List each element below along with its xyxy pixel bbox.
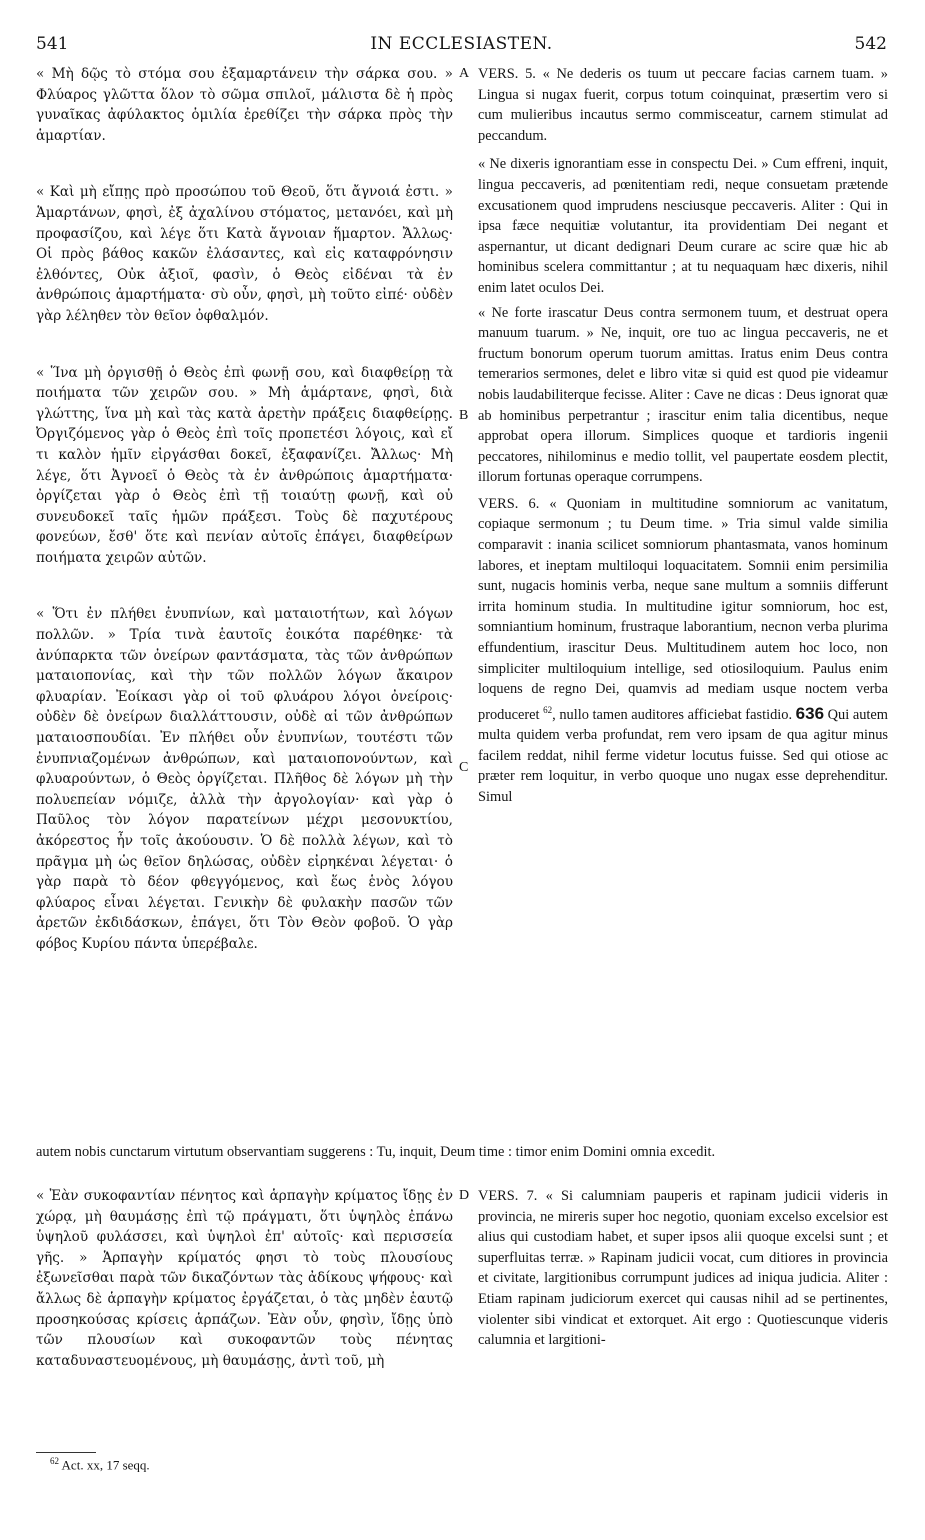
- greek-column-upper: [36, 64, 453, 955]
- greek-paragraph: « Ὅτι ἐν πλήθει ἐνυπνίων, καὶ ματαιοτήτων, καὶ λόγων πολλῶν. » Τρία τινὰ ἑαυτοῖς ἐοικότα παρέθηκε· τὰ ἀνύπαρκτα τῶν ὀνείρων φαντάσματα, τὰς τῶν ἀνθρώπων ματαιοπονίας, καὶ τὴν τῶν πολλῶν λόγων ἄκαιρον φλυαρίαν. Ἐοίκασι γὰρ οἱ τοῦ φλυάρου λόγοι ὀνείροις· οὐδὲν δὲ ὀνείρων διαλλάττουσιν, οὐδὲ αἱ τῶν ἀνθρώπων ματαιοσπουδίαι. Ἐν πλήθει οὖν ἐνυπνίων, τουτέστι τῶν ἐνυπνιαζομένων ἀνθρώπων, καὶ ματαιοπονούντων, καὶ φλυαρούντων, ὁ Θεὸς ὀργίζεται. Πλῆθος δὲ λόγων μὴ τὴν πολυεπείαν νόμιζε, ἀλλὰ τὴν ἀργολογίαν· καὶ γὰρ ὁ Παῦλος τὸν λόγον παρατείνων μέχρι μεσονυκτίου, ἀκόρεστος ἦν τοῖς ἀκούουσιν. Ὁ δὲ πολλὰ λέγων, καὶ τὸ πρᾶγμα μὴ ὡς θεῖον δηλώσας, οὐδὲν εἰρηκέναι λέγεται· ὁ γὰρ παρὰ τὸ δέον φθεγγόμενος, καὶ ἕως ἑνὸς λόγου φλύαρος εἶναι λέγεται. Γενικὴν δὲ φυλακὴν πασῶν τῶν ἀρετῶν ἐκδιδάσκων, ἐπάγει, ὅτι Τὸν Θεὸν φοβοῦ. Ὁ γὰρ φόβος Κυρίου πάντα ὑπερέβαλε.: [36, 606, 453, 952]
- greek-paragraph: « Ἵνα μὴ ὀργισθῇ ὁ Θεὸς ἐπὶ φωνῇ σου, καὶ διαφθείρῃ τὰ ποιήματα τῶν χειρῶν σου. » Μὴ ἁμάρτανε, φησὶ, διὰ γλώττης, ἵνα μὴ καὶ τὰς κατὰ ἀρετὴν πράξεις διαφθείρῃς. Ὀργιζόμενος γὰρ ὁ Θεὸς ἐπὶ τοῖς προπετέσι λόγοις, καὶ εἴ τι καλὸν ἡμῖν εἰργάσθαι δοκεῖ, ἐξαφανίζει. Ἄλλως· Μὴ λέγε, ὅτι Ἀγνοεῖ ὁ Θεὸς τὰ ἐν ἀνθρώποις ἁμαρτήματα· ὀργίζεται γὰρ ὁ Θεὸς ἐπὶ τῇ τοιαύτῃ φωνῇ, καὶ οὐ συνευδοκεῖ ταῖς ἡμῶν πράξεσι. Τοὺς δὲ παχυτέρους φονεύων, ἔσθ' ὅτε καὶ πενίαν αὐτοῖς ἐπάγει, διαφθείρων ποιήματα χειρῶν αὐτῶν.: [36, 364, 453, 566]
- latin-text: Qui autem multa quidem verba profundat, rem vero ipsam de qua agitur minus facilem reddat, nihil ferme videtur locutus fuisse. Sed qui otiose ac præter rem loquitur, in verbo quoque uno nugax esse deprehenditur. Simul: [478, 706, 889, 805]
- latin-text: VERS. 6. « Quoniam in multitudine somniorum ac vanitatum, copiaque sermonum ; tu Deum time. » Tria simul valde similia comparavit : inania scilicet somniorum phantasmata, vanos hominum labores, et ineptam multiloqui loquacitatem. Somnii enim persimilia sunt, nugacis hominis verba, neque sane multum a somniis differunt irrita hominum studia. In multitudine igitur somniorum, hoc est, somniantium hominum, frustraque laborantium, necnon verba plurima effundentium, irascitur Deus. Multitudinem autem hoc loco, non simpliciter multiloquium intellige, sed otiosiloquium. Paulus enim loquens de regno Dei, quamvis ad mediam usque noctem verba produceret: [478, 495, 888, 723]
- margin-marker-d: D: [459, 1188, 470, 1203]
- running-title: IN ECCLESIASTEN.: [370, 34, 553, 54]
- right-page-number: 542: [854, 34, 887, 54]
- footnote-text: Act. xx, 17 seqq.: [61, 1457, 150, 1473]
- fullwidth-continuation: autem nobis cunctarum virtutum observantiam suggerens : Tu, inquit, Deum time : timor enim Domini omnia excedit.: [36, 1144, 716, 1160]
- footnote-number: 62: [50, 1456, 59, 1466]
- footnote-reference: 62: [543, 704, 553, 715]
- left-page-number: 541: [36, 34, 69, 54]
- latin-text: nullo tamen auditores afficiebat fastidio.: [559, 706, 793, 723]
- greek-paragraph: « Ἐὰν συκοφαντίαν πένητος καὶ ἁρπαγὴν κρίματος ἴδῃς ἐν χώρᾳ, μὴ θαυμάσῃς ἐπὶ τῷ πράγματι, ὅτι ὑψηλὸς ἐπάνω ὑψηλοῦ φυλάσσει, καὶ ὑψηλοὶ ἐπ' αὐτοῖς· καὶ περισσεία γῆς. » Ἁρπαγὴν κρίματός φησι τὸ τοὺς πλουσίους ἐξωνεῖσθαι παρὰ τῶν δικαζόντων τὰς ἀδίκους ψήφους· καὶ ἄλλως δὲ ἁρπαγὴν κρίματος ἐργάζεται, ὁ τὰς μηδὲν ἑαυτῷ προσηκούσας κρίσεις ἁρπάζων. Ἐὰν οὖν, φησὶν, ἴδῃς ὑπὸ τῶν πλουσίων καὶ συκοφαντῶν τοὺς πένητας καταδυναστευομένους, μὴ θαυμάσῃς, ἀντὶ τοῦ, μὴ: [36, 1188, 453, 1369]
- margin-marker-a: A: [459, 66, 470, 81]
- page-header: [36, 34, 887, 60]
- latin-paragraph: VERS. 6. « Quoniam in multitudine somniorum ac vanitatum, copiaque sermonum ; tu Deum time. » Tria simul valde similia comparavit : inania scilicet somniorum phantasmata, vanos hominum labores, et ineptam multiloqui loquacitatem. Somnii enim persimilia sunt, nugacis hominis verba, neque sane multum a somniis differunt irrita hominum studia. In multitudine igitur somniorum, hoc est, somniantium hominum, frustraque laborantium, necnon verba plurima effundentium, irascitur Deus. Multitudinem autem hoc loco, non simpliciter multiloquium intellige, sed otiosiloquium. Paulus enim loquens de regno Dei, quamvis ad mediam usque noctem verba produceret $^{62}$, nullo tamen auditores afficiebat fastidio. 636 Qui autem multa quidem verba profundat, rem vero ipsam de qua agitur minus facilem reddat, nihil ferme videtur locutus fuisse. Sed qui otiose ac præter rem loquitur, in verbo quoque uno nugax esse deprehenditur. Simul: [478, 495, 889, 805]
- inline-page-number: 636: [795, 703, 825, 723]
- margin-marker-b: B: [459, 408, 469, 423]
- greek-column-lower: [36, 1186, 453, 1371]
- greek-paragraph: « Μὴ δῷς τὸ στόμα σου ἐξαμαρτάνειν τὴν σάρκα σου. » Φλύαρος γλῶττα ὅλον τὸ σῶμα σπιλοῖ, μάλιστα δὲ ἡ πρὸς γυναῖκας ἀφύλακτος ὁμιλία ἐρεθίζει τὴν σάρκα πρὸς τὴν ἁμαρτίαν.: [36, 66, 453, 144]
- footnote: [50, 1456, 150, 1473]
- latin-paragraph: « Ne dixeris ignorantiam esse in conspectu Dei. » Cum effreni, inquit, lingua peccaveris, ad pœnitentiam redi, neque consuetam prætende excusationem quod imprudens nesciusque peccaveris. Aliter : Qui in ipsa fæce nequitiæ volutantur, ita providentiam Dei negant et aspernantur, ut dicant dedignari Deum curare ac scire quæ hic ab hominibus scelera committantur ; at tu nequaquam hæc dixeris, nihil enim latet oculos Dei.: [478, 156, 888, 296]
- latin-paragraph: VERS. 7. « Si calumniam pauperis et rapinam judicii videris in provincia, ne mireris super hoc negotio, quoniam excelso excelsior est alius qui custodiam habet, et super ipsos alii quoque excelsi sunt ; et superfluitas terræ. » Rapinam judicii vocat, cum ditiores in provincia et civitate, largitionibus corrumpunt judices ad iniqua judicia. Aliter : Etiam rapinam judiciorum exercet qui causas nihil ad se pertinentes, violenter sibi vindicat et extorquet. Ait ergo : Quotiescunque videris calumnia et largitioni-: [478, 1188, 888, 1349]
- latin-paragraph: VERS. 5. « Ne dederis os tuum ut peccare facias carnem tuam. » Lingua si nugax fuerit, corpus totum coinquinat, præsertim vero si cum mulieribus incautus sermo commisceatur, carnem stimulat ad peccandum.: [478, 66, 888, 144]
- greek-paragraph: « Καὶ μὴ εἴπῃς πρὸ προσώπου τοῦ Θεοῦ, ὅτι ἄγνοιά ἐστι. » Ἁμαρτάνων, φησὶ, ἐξ ἀχαλίνου στόματος, μετανόει, καὶ μὴ προφασίζου, καὶ λέγε ὅτι Κατὰ ἄγνοιαν ἥμαρτον. Ἄλλως· Οἱ πρὸς βάθος κακῶν ἐλάσαντες, καὶ εἰς καταφρόνησιν ἐλθόντες, Οὐκ ἀξιοῖ, φασὶν, ὁ Θεὸς εἰδέναι τὰ ἐν ἀνθρώποις ἁμαρτήματα· σὺ οὖν, φησὶ, μὴ τοῦτο εἰπέ· οὐδὲν γὰρ λέληθεν τὸν θεῖον ὀφθαλμόν.: [36, 184, 453, 324]
- latin-column-upper: [478, 64, 888, 808]
- margin-marker-c: C: [459, 760, 469, 775]
- latin-paragraph: « Ne forte irascatur Deus contra sermonem tuum, et destruat opera manuum tuarum. » Ne, inquit, ore tuo ac lingua peccaveris, ne et fructum bonorum operum tuorum amittas. Iratus enim Deus contra temerarios sermones, delet e libro vitæ si quid est quod pie videamur nobis laudabiliterque fecisse. Aliter : Cave ne dicas : Deus ignorat quæ ab hominibus perpetrantur ; irascitur enim talia dicentibus, neque approbat opera illorum. Simplices quoque et tardioris ingenii peccatores, nihilominus e medio tollit, vel paupertate eosdem plectit, illorum fortunas operaque corrumpens.: [478, 304, 888, 486]
- footnote-rule: [36, 1452, 96, 1453]
- latin-column-lower: [478, 1186, 888, 1351]
